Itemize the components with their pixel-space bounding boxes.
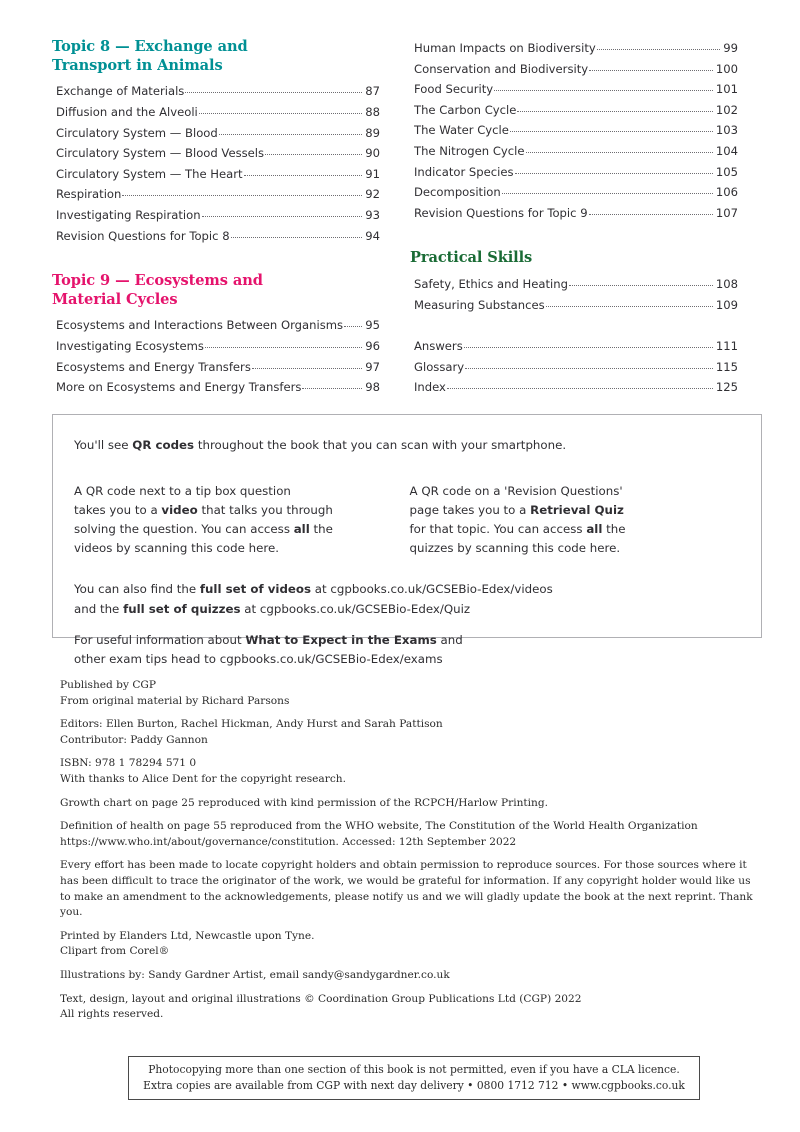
toc-dot-leader [265, 154, 362, 155]
toc-entry[interactable] [50, 123, 380, 144]
qr-video-l2a: takes you to a [74, 502, 162, 517]
qr-two-column-area [74, 482, 745, 559]
toc-entry-title: Measuring Substances [414, 297, 545, 312]
toc-heading-line-2: Transport in Animals [52, 56, 223, 74]
toc-section-heading-topic-8 [50, 38, 380, 75]
toc-list-back-matter [408, 336, 738, 398]
toc-dot-leader [589, 214, 713, 215]
qr-links-line-1 [74, 580, 745, 599]
qr-video-l3a: solving the question. You can access [74, 521, 294, 536]
toc-entry-page: 109 [715, 297, 738, 312]
toc-entry[interactable] [50, 81, 380, 102]
toc-entry-title: Respiration [56, 187, 122, 202]
toc-entry-page: 104 [715, 143, 738, 158]
toc-entry-page: 111 [715, 339, 738, 354]
toc-dot-leader [447, 388, 713, 389]
toc-dot-leader [344, 326, 362, 327]
qr-quiz-l2a: page takes you to a [409, 502, 531, 517]
quiz-url[interactable]: at cgpbooks.co.uk/GCSEBio-Edex/Quiz [240, 601, 471, 616]
toc-dot-leader [122, 195, 362, 196]
imprint-credits [60, 678, 760, 1023]
clipart-credit: Clipart from Corel® [60, 945, 170, 958]
every-effort-block [60, 858, 760, 920]
toc-entry[interactable] [408, 336, 738, 357]
isbn-block [60, 756, 760, 787]
toc-entry-title: Ecosystems and Energy Transfers [56, 359, 251, 374]
retrieval-quiz-bold: Retrieval Quiz [530, 502, 624, 517]
toc-entry[interactable] [408, 120, 738, 141]
qr-video-line-2 [74, 501, 410, 520]
copyright-block [60, 992, 760, 1023]
toc-entry[interactable] [408, 274, 738, 295]
toc-entry-page: 106 [715, 185, 738, 200]
toc-left-column [50, 38, 380, 398]
toc-entry-page: 100 [715, 61, 738, 76]
toc-entry-page: 96 [365, 339, 380, 354]
toc-dot-leader [302, 388, 362, 389]
qr-quiz-line-3 [410, 520, 746, 539]
copyright-research-thanks: With thanks to Alice Dent for the copyright research. [60, 772, 346, 785]
published-by: Published by CGP [60, 679, 157, 691]
toc-entry-title: Decomposition [414, 185, 501, 200]
toc-entry[interactable] [408, 38, 738, 59]
toc-heading-line-1: Topic 9 — Ecosystems and [52, 272, 263, 290]
toc-entry[interactable] [50, 377, 380, 398]
publisher-block [60, 678, 760, 709]
all-rights-reserved: All rights reserved. [60, 1008, 164, 1021]
toc-dot-leader [231, 237, 363, 238]
qr-quiz-line-2 [410, 501, 746, 520]
toc-heading-line-1: Topic 8 — Exchange and [52, 38, 248, 55]
toc-dot-leader [202, 216, 363, 217]
toc-entry-title: Index [414, 380, 446, 395]
editors: Editors: Ellen Burton, Rachel Hickman, Andy Hurst and Sarah Pattison [60, 718, 443, 731]
toc-entry-title: Circulatory System — The Heart [56, 166, 243, 181]
toc-entry-page: 91 [365, 166, 380, 181]
contributor: Contributor: Paddy Gannon [60, 733, 208, 746]
toc-entry-title: Conservation and Biodiversity [414, 61, 589, 76]
toc-entry[interactable] [50, 102, 380, 123]
photocopy-notice-box [128, 1056, 700, 1100]
who-credit-line-2: https://www.who.int/about/governance/constitution. Accessed: 12th September 2022 [60, 835, 517, 848]
toc-entry-page: 89 [365, 125, 380, 140]
qr-codes-bold: QR codes [132, 438, 195, 452]
toc-dot-leader [465, 368, 713, 369]
toc-entry-page: 103 [715, 123, 738, 138]
toc-entry[interactable] [408, 295, 738, 316]
toc-entry-page: 99 [723, 41, 738, 55]
editors-block [60, 717, 760, 748]
toc-dot-leader [515, 173, 713, 174]
toc-dot-leader [219, 134, 362, 135]
qr-quiz-line-4: quizzes by scanning this code here. [409, 541, 621, 556]
toc-entry-page: 107 [715, 205, 738, 220]
qr-video-column [74, 482, 410, 559]
toc-right-column [408, 38, 738, 398]
photocopy-notice-line-1: Photocopying more than one section of this book is not permitted, even if you have a CLA licence. [148, 1062, 680, 1076]
toc-dot-leader [517, 111, 712, 112]
toc-spacer [408, 315, 738, 336]
toc-entry-page: 108 [715, 277, 738, 292]
toc-entry-page: 94 [365, 228, 380, 243]
qr-exams-l1c: and [436, 632, 463, 647]
toc-entry-title: Revision Questions for Topic 8 [56, 228, 230, 243]
toc-entry-page: 125 [715, 380, 738, 395]
toc-entry-page: 88 [365, 104, 380, 119]
toc-entry-title: Food Security [414, 82, 494, 97]
toc-list-topic-8 [50, 81, 380, 246]
qr-video-line-1: A QR code next to a tip box question [74, 483, 291, 498]
toc-dot-leader [185, 92, 362, 93]
qr-quiz-l3a: for that topic. You can access [409, 521, 587, 536]
printed-by: Printed by Elanders Ltd, Newcastle upon Tyne. [60, 929, 315, 942]
toc-entry[interactable] [50, 357, 380, 378]
qr-exams-l1a: For useful information about [74, 632, 246, 647]
toc-entry[interactable] [50, 184, 380, 205]
qr-video-line-4: videos by scanning this code here. [74, 541, 279, 556]
qr-intro-text-a: You'll see [74, 438, 133, 452]
toc-entry-title: Investigating Ecosystems [56, 339, 204, 354]
toc-dot-leader [597, 49, 721, 50]
toc-entry-page: 92 [365, 187, 380, 202]
toc-entry-page: 98 [365, 380, 380, 395]
toc-list-topic-9 [50, 315, 380, 397]
toc-entry-title: Human Impacts on Biodiversity [414, 41, 596, 55]
isbn: ISBN: 978 1 78294 571 0 [60, 757, 197, 770]
toc-entry-page: 95 [365, 318, 380, 333]
toc-dot-leader [494, 90, 713, 91]
toc-entry-page: 93 [365, 207, 380, 222]
toc-entry-page: 115 [715, 359, 738, 374]
toc-entry[interactable] [408, 59, 738, 80]
toc-entry-title: Ecosystems and Interactions Between Organisms [56, 318, 344, 333]
toc-entry-title: Revision Questions for Topic 9 [414, 205, 588, 220]
toc-entry[interactable] [408, 377, 738, 398]
all-bold-video: all [293, 521, 310, 536]
qr-links-area [74, 580, 745, 669]
toc-entry-title: The Water Cycle [414, 123, 509, 138]
illustrations-credit: Illustrations by: Sandy Gardner Artist, email sandy@sandygardner.co.uk [60, 968, 450, 981]
photocopy-notice-line-2: Extra copies are available from CGP with next day delivery • 0800 1712 712 • www.cgpbooks.co.uk [143, 1079, 685, 1092]
what-to-expect-bold: What to Expect in the Exams [245, 632, 437, 647]
qr-links-line-2 [74, 600, 745, 619]
table-of-contents [0, 0, 800, 398]
full-set-videos-bold: full set of videos [199, 582, 312, 597]
toc-dot-leader [244, 175, 363, 176]
copyright-line: Text, design, layout and original illustrations © Coordination Group Publications Ltd (CGP) 2022 [60, 992, 582, 1005]
toc-entry-page: 105 [715, 164, 738, 179]
original-material: From original material by Richard Parsons [60, 694, 290, 707]
toc-dot-leader [569, 285, 713, 286]
qr-intro-text-c: throughout the book that you can scan with your smartphone. [194, 438, 567, 452]
toc-entry[interactable] [408, 357, 738, 378]
toc-entry[interactable] [408, 162, 738, 183]
production-block [60, 929, 760, 960]
toc-entry-page: 101 [715, 82, 738, 97]
toc-entry-page: 90 [365, 146, 380, 161]
toc-heading-line-2: Material Cycles [52, 290, 178, 308]
qr-exams-line-2[interactable]: other exam tips head to cgpbooks.co.uk/GCSEBio-Edex/exams [74, 651, 443, 666]
toc-entry[interactable] [50, 315, 380, 336]
toc-dot-leader [546, 306, 713, 307]
qr-links-l1a: You can also find the [74, 582, 200, 597]
qr-video-l3c: the [309, 521, 333, 536]
toc-entry-title: Exchange of Materials [56, 84, 185, 99]
toc-entry-page: 87 [365, 84, 380, 99]
growth-chart-block [60, 796, 760, 812]
qr-quiz-l3c: the [602, 521, 626, 536]
full-set-quizzes-bold: full set of quizzes [123, 601, 241, 616]
toc-entry-title: Glossary [414, 359, 465, 374]
videos-url[interactable]: at cgpbooks.co.uk/GCSEBio-Edex/videos [311, 582, 553, 597]
toc-entry[interactable] [408, 141, 738, 162]
qr-code-info-box [52, 414, 762, 666]
toc-dot-leader [464, 347, 713, 348]
toc-entry[interactable] [50, 226, 380, 247]
video-bold: video [161, 502, 198, 517]
toc-section-heading-topic-9 [50, 272, 380, 309]
toc-entry[interactable] [50, 143, 380, 164]
toc-entry-title: Diffusion and the Alveoli [56, 104, 198, 119]
toc-list-practical-skills [408, 274, 738, 315]
qr-quiz-line-1: A QR code on a 'Revision Questions' [409, 483, 623, 498]
toc-dot-leader [205, 347, 362, 348]
illustrations-block [60, 968, 760, 984]
qr-video-l2c: that talks you through [197, 502, 333, 517]
toc-entry-title: Safety, Ethics and Heating [414, 277, 568, 292]
toc-entry-title: Circulatory System — Blood [56, 125, 218, 140]
growth-chart-credit: Growth chart on page 25 reproduced with kind permission of the RCPCH/Harlow Printing. [60, 796, 549, 809]
toc-entry-title: Investigating Respiration [56, 207, 201, 222]
toc-entry-page: 102 [715, 102, 738, 117]
toc-entry-title: The Nitrogen Cycle [414, 143, 525, 158]
toc-dot-leader [526, 152, 713, 153]
qr-video-line-3 [74, 520, 410, 539]
toc-entry-title: More on Ecosystems and Energy Transfers [56, 380, 302, 395]
toc-entry[interactable] [50, 164, 380, 185]
toc-section-heading-practical-skills: Practical Skills [410, 249, 533, 267]
toc-entry[interactable] [50, 336, 380, 357]
toc-entry[interactable] [408, 182, 738, 203]
toc-entry-title: Indicator Species [414, 164, 514, 179]
toc-dot-leader [502, 193, 713, 194]
toc-list-topic-9-continued [408, 38, 738, 223]
toc-entry[interactable] [50, 205, 380, 226]
toc-entry-title: Circulatory System — Blood Vessels [56, 146, 265, 161]
toc-dot-leader [199, 113, 362, 114]
who-block [60, 819, 760, 850]
toc-dot-leader [589, 70, 713, 71]
qr-intro-line [74, 436, 745, 456]
qr-links-l2a: and the [74, 601, 124, 616]
who-credit-line-1: Definition of health on page 55 reproduced from the WHO website, The Constitution of the World Health Organization [60, 820, 698, 833]
qr-exams-line-1 [74, 631, 745, 650]
toc-entry[interactable] [408, 203, 738, 224]
toc-dot-leader [510, 131, 713, 132]
qr-quiz-column [410, 482, 746, 559]
toc-entry-title: The Carbon Cycle [414, 102, 517, 117]
toc-entry[interactable] [408, 100, 738, 121]
toc-entry-title: Answers [414, 339, 463, 354]
all-bold-quiz: all [586, 521, 603, 536]
toc-dot-leader [252, 368, 362, 369]
every-effort-paragraph: Every effort has been made to locate copyright holders and obtain permission to reproduce sources. For those sources where it has been difficult to trace the originator of the work, we would be grateful for information. If any copyright holder would like us to make an amendment to the acknowledgements, please notify us and we will gladly update the book at the next reprint. Thank you. [60, 859, 753, 919]
toc-entry[interactable] [408, 79, 738, 100]
toc-entry-page: 97 [365, 359, 380, 374]
